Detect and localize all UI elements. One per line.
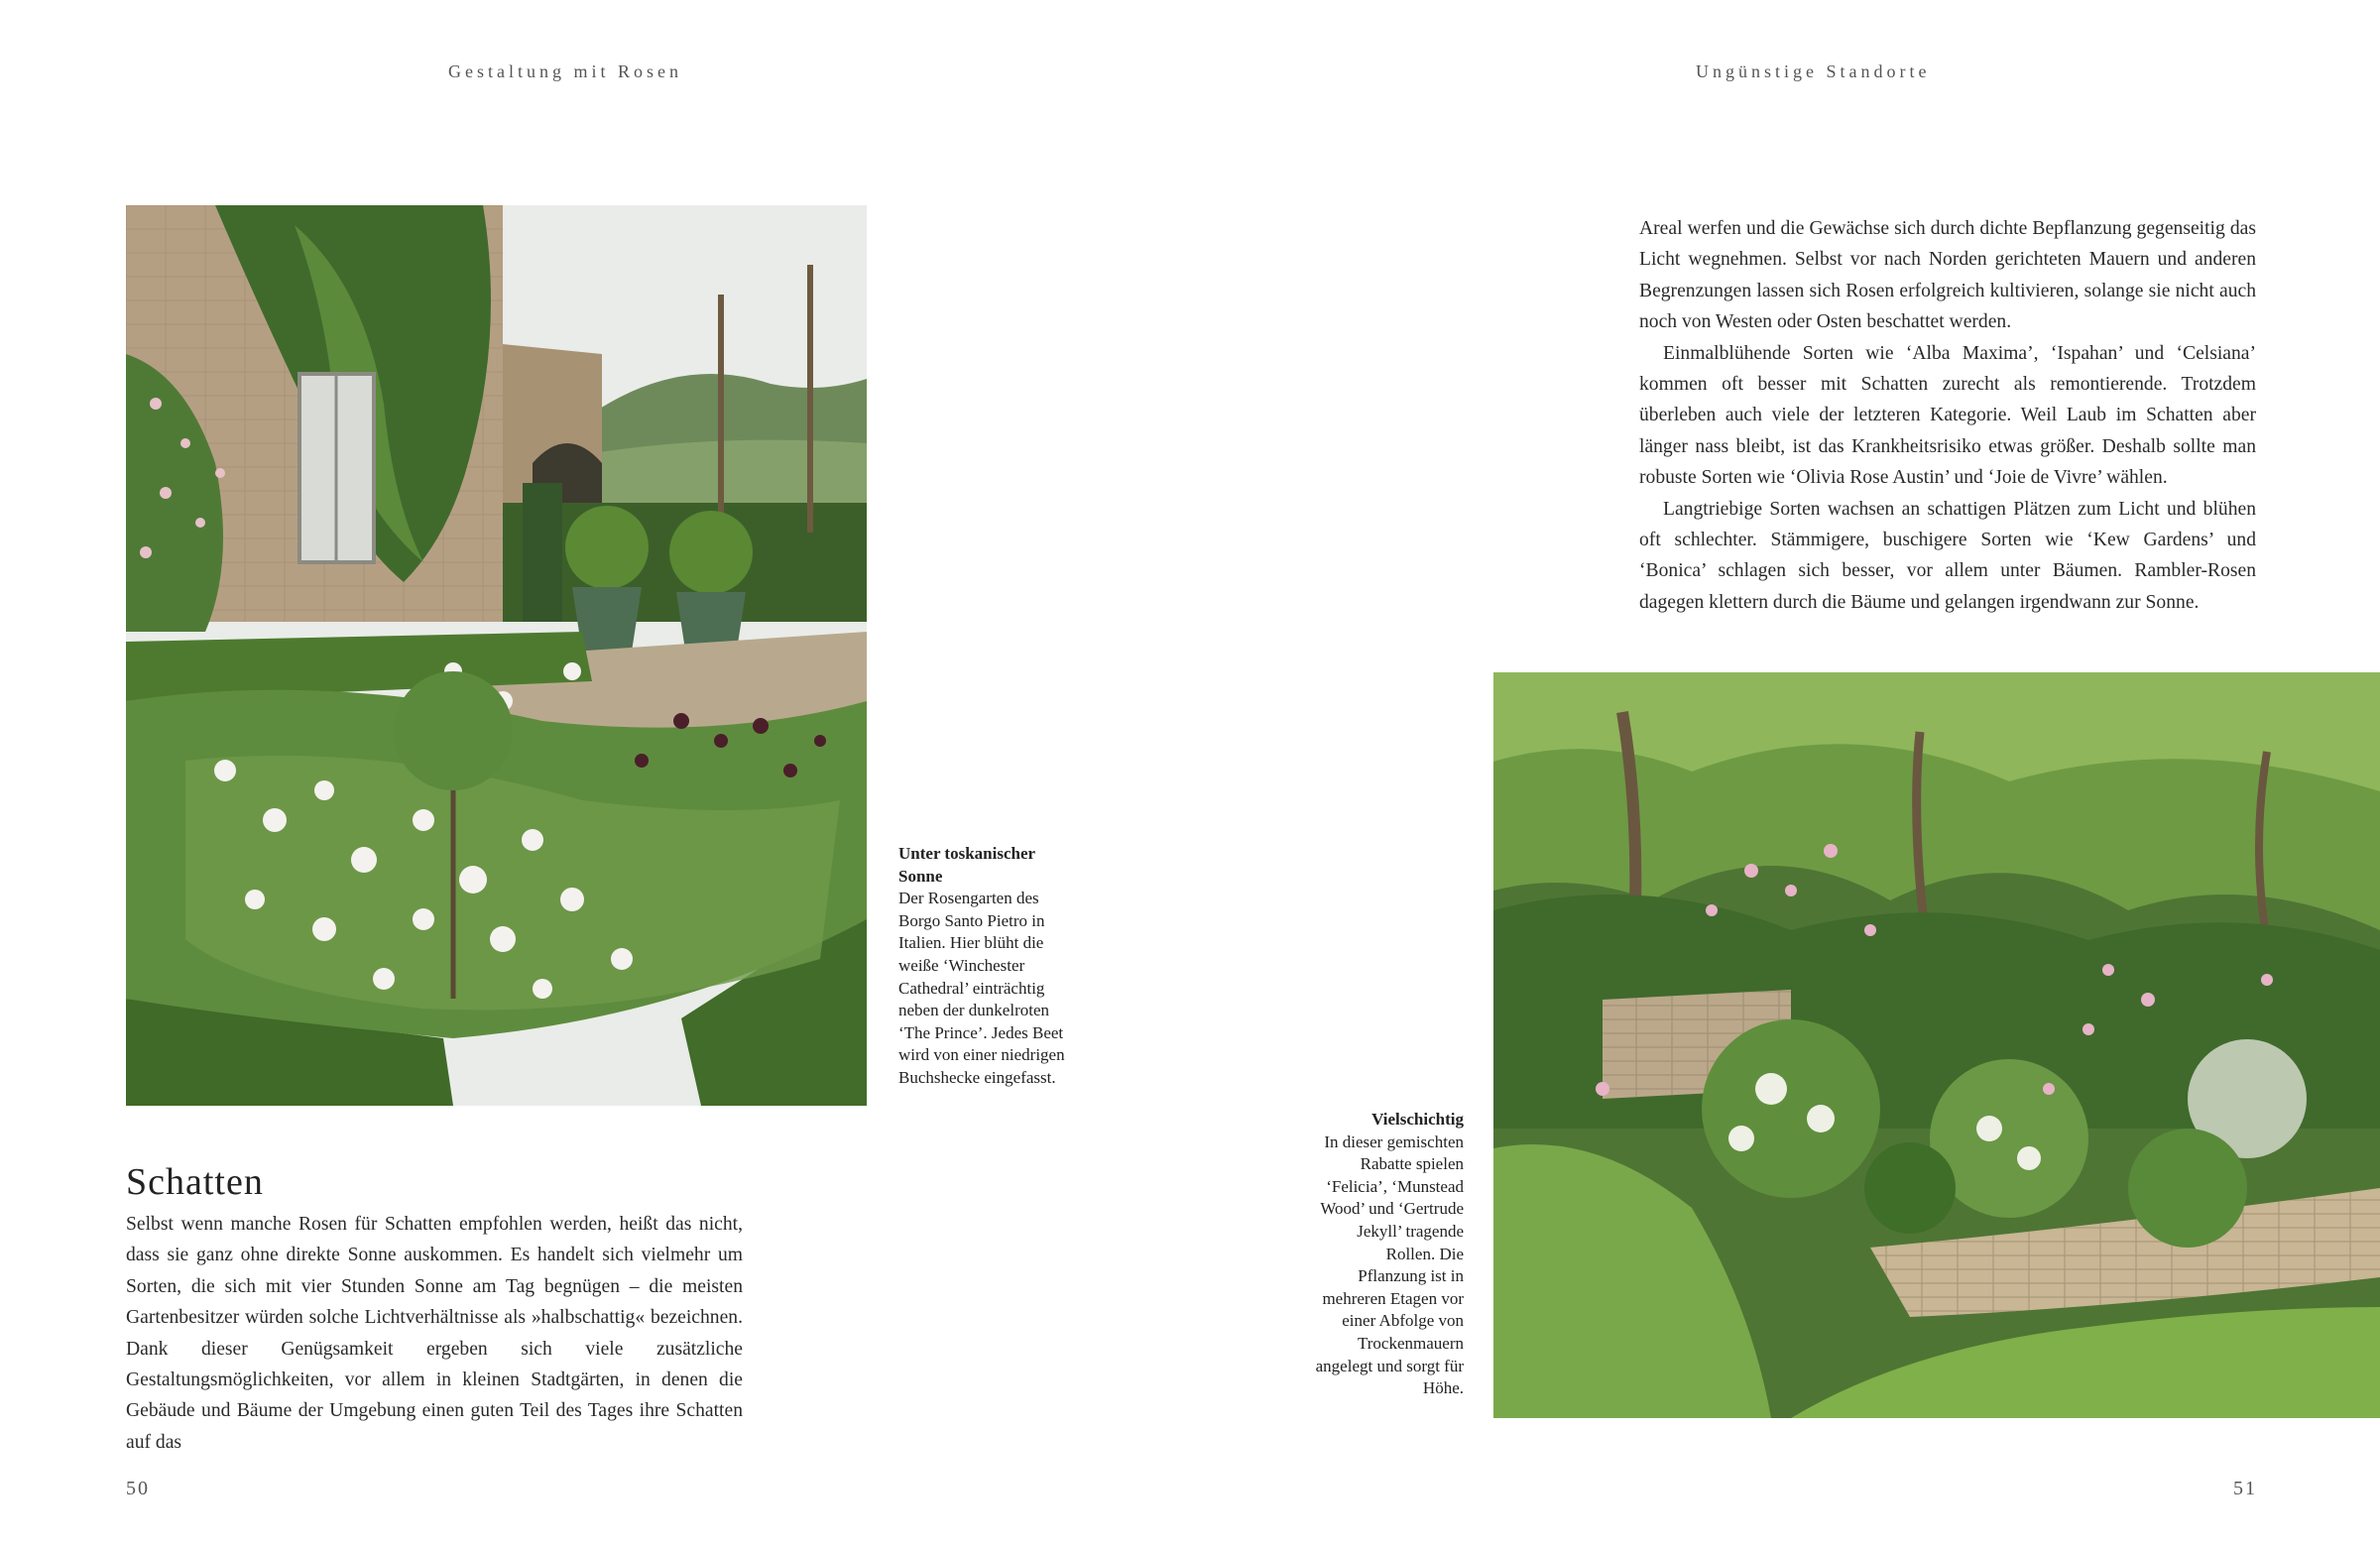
right-page — [1190, 0, 2380, 1549]
body-text-left: Selbst wenn manche Rosen für Schatten empfohlen werden, heißt das nicht, dass sie ganz ohne direkte Sonne auskommen. Es handelt sich vielmehr um Sorten, die sich mit vier Stunden Sonne am Tag begnügen – die meisten Gartenbesitzer würden solche Lichtverhältnisse als »halbschattig« bezeichnen. Dank dieser Genügsamkeit ergeben sich viele zusätzliche Gestaltungsmöglichkeiten, vor allem in kleinen Stadtgärten, in denen die Gebäude und Bäume der Umgebung einen guten Teil des Tages ihre Schatten auf das — [126, 1214, 743, 1453]
paragraph: Langtriebige Sorten wachsen an schattigen Plätzen zum Licht und blühen oft schlechter. Stämmigere, buschigere Sorten wie ‘Kew Gardens’ und ‘Bonica’ schlagen sich besser, vor allem unter Bäumen. Rambler-Rosen dagegen klettern durch die Bäume und gelangen irgendwann zur Sonne. — [1639, 498, 2256, 613]
caption-title: Vielschichtig — [1371, 1110, 1464, 1129]
mixed-border-illustration — [1493, 672, 2380, 1418]
page-number-left: 50 — [126, 1478, 150, 1499]
section-heading: Schatten — [126, 1161, 264, 1203]
mixed-border-photo — [1493, 672, 2380, 1418]
paragraph: Areal werfen und die Gewächse sich durch dichte Bepflanzung gegenseitig das Licht wegnehmen. Selbst vor nach Norden gerichteten Mauern und anderen Begrenzungen lassen sich Rosen erfolgreich kultivieren, solange sie nicht auch noch von Westen oder Osten beschattet werden. — [1639, 218, 2256, 333]
running-head-right: Ungünstige Standorte — [1696, 61, 1931, 81]
rose-garden-photo — [126, 205, 867, 1106]
page-number-right: 51 — [2233, 1478, 2257, 1499]
rose-garden-caption — [898, 843, 1067, 1090]
caption-title: Unter toskanischer Sonne — [898, 844, 1035, 886]
caption-text: Der Rosengarten des Borgo Santo Pietro in Italien. Hier blüht die weiße ‘Winchester Cathedral’ einträchtig neben der dunkelroten ‘The Prince’. Jedes Beet wird von einer niedrigen Buchshecke eingefasst. — [898, 889, 1065, 1087]
body-text-right — [1639, 213, 2256, 618]
running-head-left: Gestaltung mit Rosen — [448, 61, 682, 81]
rose-garden-illustration — [126, 205, 867, 1106]
border-caption — [1315, 1109, 1464, 1400]
paragraph: Einmalblühende Sorten wie ‘Alba Maxima’, ‘Ispahan’ und ‘Celsiana’ kommen oft besser mit Schatten zurecht als remontierende. Trotzdem überleben auch viele der letzteren Kategorie. Weil Laub im Schatten aber länger nass bleibt, ist das Krankheitsrisiko etwas größer. Deshalb sollte man robuste Sorten wie ‘Olivia Rose Austin’ und ‘Joie de Vivre’ wählen. — [1639, 342, 2256, 489]
caption-text: In dieser gemischten Rabatte spielen ‘Felicia’, ‘Munstead Wood’ und ‘Gertrude Jekyll’ tragende Rollen. Die Pflanzung ist in mehreren Etagen vor einer Abfolge von Trockenmauern angelegt und sorgt für Höhe. — [1315, 1132, 1464, 1398]
